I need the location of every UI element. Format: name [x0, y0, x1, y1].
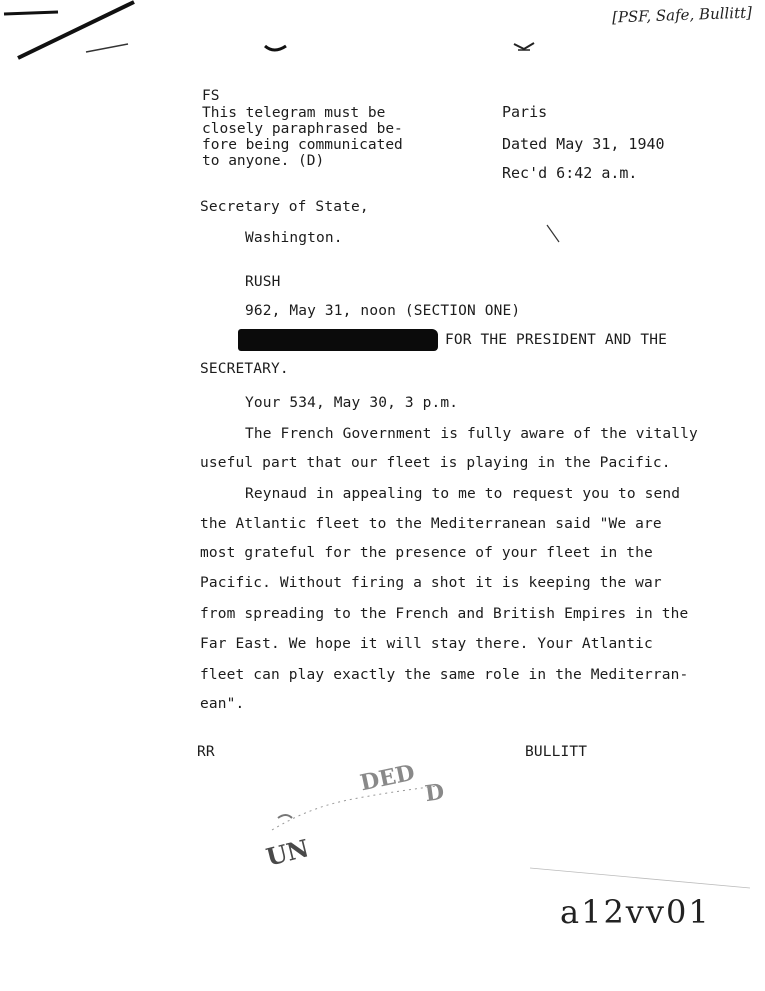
scan-streak-mark [0, 0, 140, 70]
caveat-line-4: to anyone. (D) [202, 153, 325, 169]
your-reference-line: Your 534, May 30, 3 p.m. [245, 395, 459, 411]
para2-line-4: Pacific. Without firing a shot it is keeping the war [200, 575, 662, 591]
para2-line-8: ean". [200, 696, 245, 712]
stamp-line-1: DED [357, 759, 418, 797]
stamp-line-3: UN [263, 833, 312, 872]
signature: BULLITT [525, 744, 588, 760]
addressee-title: Secretary of State, [200, 199, 369, 215]
caveat-line-3: fore being communicated [202, 137, 403, 153]
caveat-line-1: This telegram must be [202, 105, 386, 121]
faint-scan-lines [520, 860, 760, 900]
para2-line-2: the Atlantic fleet to the Mediterranean said "We are [200, 516, 662, 532]
handwritten-archive-number: a12vv01 [560, 893, 711, 931]
handwritten-file-note: [PSF, Safe, Bullitt] [611, 3, 753, 27]
para2-line-7: fleet can play exactly the same role in the Mediterran- [200, 667, 689, 683]
salutation-line-1: FOR THE PRESIDENT AND THE [445, 332, 667, 348]
para2-line-6: Far East. We hope it will stay there. Your Atlantic [200, 636, 653, 652]
check-mark-left [262, 40, 290, 56]
check-mark-right [512, 40, 538, 54]
received-line: Rec'd 6:42 a.m. [502, 164, 638, 182]
date-line: Dated May 31, 1940 [502, 135, 665, 153]
addressee-city: Washington. [245, 230, 343, 246]
para2-line-1: Reynaud in appealing to me to request you to send [245, 486, 681, 502]
origin-city: Paris [502, 103, 548, 121]
para1-line-2: useful part that our fleet is playing in the Pacific. [200, 455, 671, 471]
routing-code: FS [202, 88, 220, 104]
para1-line-1: The French Government is fully aware of the vitally [245, 426, 698, 442]
footer-initials: RR [197, 744, 215, 760]
redaction-bar [238, 329, 438, 351]
stamp-smudge [268, 778, 448, 838]
para2-line-5: from spreading to the French and British Empires in the [200, 606, 689, 622]
para2-line-3: most grateful for the presence of your fleet in the [200, 545, 653, 561]
message-reference: 962, May 31, noon (SECTION ONE) [245, 303, 521, 319]
stamp-line-2: D [423, 778, 446, 808]
pencil-stroke [544, 222, 564, 246]
caveat-line-2: closely paraphrased be- [202, 121, 403, 137]
salutation-line-2: SECRETARY. [200, 361, 289, 377]
priority-label: RUSH [245, 274, 281, 290]
